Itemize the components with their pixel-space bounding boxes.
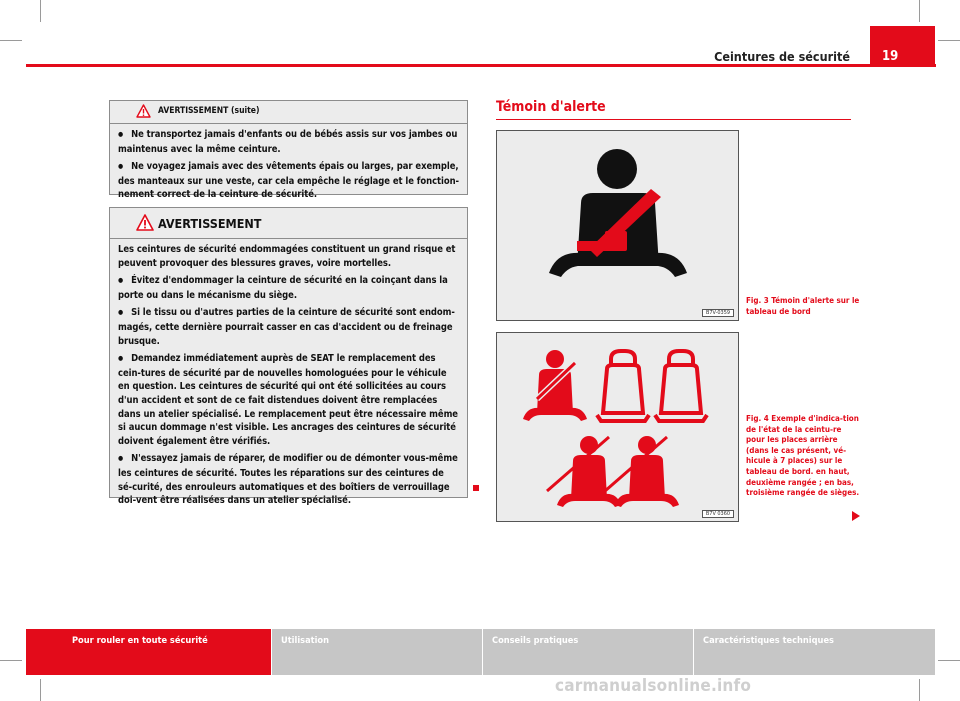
header-rule [26,64,936,67]
warning-title: AVERTISSEMENT [158,216,262,231]
warning-header [110,101,467,124]
figure-caption: Fig. 3 Témoin d'alerte sur le tableau de bord [746,296,860,316]
footer-tab-conseils[interactable]: Conseils pratiques [483,629,693,675]
warning-intro: Les ceintures de sécurité endommagées constituent un grand risque et peuvent provoquer des blessures graves, voire mortelles. [118,244,456,269]
continue-arrow-icon [852,511,860,521]
footer-tab-securite[interactable]: Pour rouler en toute sécurité [26,629,271,675]
crop-mark [919,679,920,701]
watermark: carmanualsonline.info [555,676,752,696]
crop-mark [40,0,41,22]
page-number: 19 [870,26,935,67]
crop-mark [0,40,22,41]
warning-bullet: ● Ne transportez jamais d'enfants ou de bébés assis sur vos jambes ou maintenus avec la même ceinture. [118,128,459,156]
crop-mark [0,660,22,661]
warning-box-continued [109,100,468,201]
warning-body [110,239,467,508]
running-header-title: Ceintures de sécurité [714,49,850,64]
figure-caption: Fig. 4 Exemple d'indica-tion de l'état de la ceintu-re pour les places arrière (dans le cas présent, vé-hicule à 7 places) sur le tableau de bord. en haut, deuxième rangée ; en bas, troisième rangée de sièges. [746,414,860,498]
warning-box-main [109,207,468,507]
footer-tab-utilisation[interactable]: Utilisation [272,629,482,675]
crop-mark [919,0,920,22]
figure-code: B7V-0359 [702,309,734,317]
footer-tab-caracteristiques[interactable]: Caractéristiques techniques [694,629,935,675]
crop-mark [938,660,960,661]
empty-seat-icon [655,351,707,421]
warning-bullet: ● Ne voyagez jamais avec des vêtements épais ou larges, par exemple, des manteaux sur une veste, car cela empêche le réglage et le fonction-nement correct de la ceinture de sécurité. [118,160,459,202]
warning-title: AVERTISSEMENT (suite) [158,106,260,116]
seatbelt-warning-icon [497,131,738,320]
warning-bullet: ● Évitez d'endommager la ceinture de sécurité en la coinçant dans la porte ou dans le mécanisme du siège. [118,274,459,302]
crop-mark [40,679,41,701]
warning-bullet: ● Demandez immédiatement auprès de SEAT le remplacement des cein-tures de sécurité par de nouvelles homologuées pour le véhicule en question. Les ceintures de sécurité qui ont été sollicitées au cours d'un accident et sont de ce fait distendues doivent être remplacées dans un atelier spécialisé. Le remplacement peut être nécessaire même si aucun dommage n'est visible. Les ancrages des ceintures de sécurité doivent également être vérifiés. [118,352,459,448]
figure-seat-status [496,332,739,522]
warning-bullet: ● Si le tissu ou d'autres parties de la ceinture de sécurité sont endom-magés, cette dernière pourrait casser en cas d'accident ou de freinage brusque. [118,306,459,348]
warning-triangle-icon [136,104,151,118]
section-end-mark [473,485,479,491]
warning-header [110,208,467,239]
section-rule [496,119,851,120]
warning-body [110,124,467,202]
warning-bullet: ● N'essayez jamais de réparer, de modifier ou de démonter vous-même les ceintures de sécurité. Toutes les réparations sur des ceintures de sé-curité, des enrouleurs automatiques et des boîtiers de verrouillage doi-vent être réalisées dans un atelier spécialisé. [118,452,459,507]
occupied-seat-icon [557,436,621,507]
crop-mark [938,40,960,41]
figure-code: B7V 0360 [702,510,734,518]
figure-warning-light [496,130,739,321]
empty-seat-icon [597,351,649,421]
rear-seats-belt-status-icon [497,333,738,521]
warning-triangle-icon [136,214,154,231]
occupied-seat-icon [615,436,679,507]
section-title: Témoin d'alerte [496,99,606,115]
